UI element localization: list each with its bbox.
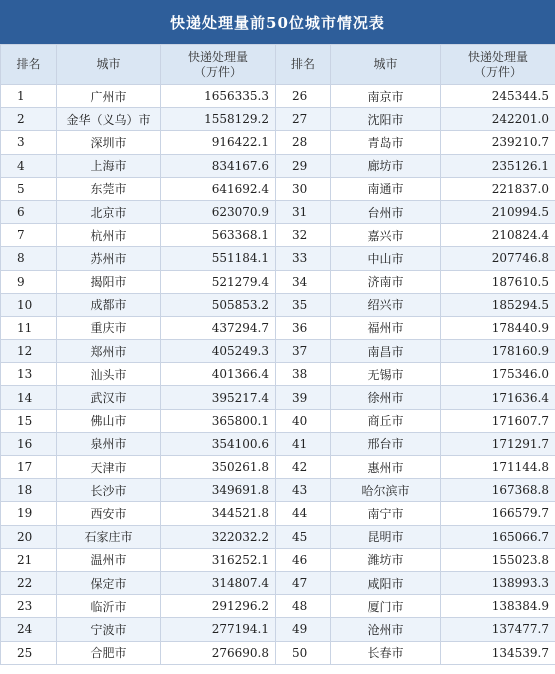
volume-cell: 401366.4 [161, 363, 276, 386]
rank-cell: 19 [1, 502, 57, 525]
city-cell: 南宁市 [331, 502, 441, 525]
rank-cell: 30 [276, 177, 331, 200]
city-cell: 绍兴市 [331, 293, 441, 316]
rank-cell: 10 [1, 293, 57, 316]
city-cell: 潍坊市 [331, 548, 441, 571]
header-volume-right-line2: （万件） [473, 64, 522, 79]
rank-cell: 28 [276, 131, 331, 154]
table-row [1, 200, 555, 223]
rank-cell: 45 [276, 525, 331, 548]
table-title: 快递处理量前50位城市情况表 [0, 0, 555, 44]
rank-cell: 9 [1, 270, 57, 293]
rank-cell: 42 [276, 456, 331, 479]
city-cell: 青岛市 [331, 131, 441, 154]
volume-cell: 239210.7 [441, 131, 555, 154]
rank-cell: 13 [1, 363, 57, 386]
table-row [1, 618, 555, 641]
rank-cell: 16 [1, 432, 57, 455]
header-volume-line2: （万件） [193, 64, 242, 79]
city-cell: 合肥市 [57, 641, 161, 664]
rank-cell: 43 [276, 479, 331, 502]
table-row [1, 409, 555, 432]
city-cell: 廊坊市 [331, 154, 441, 177]
rank-cell: 31 [276, 200, 331, 223]
rank-cell: 46 [276, 548, 331, 571]
volume-cell: 210994.5 [441, 200, 555, 223]
table-row [1, 502, 555, 525]
rank-cell: 6 [1, 200, 57, 223]
table-row [1, 177, 555, 200]
rank-cell: 18 [1, 479, 57, 502]
rank-cell: 38 [276, 363, 331, 386]
table-row [1, 386, 555, 409]
table-row [1, 85, 555, 108]
table-row [1, 224, 555, 247]
rank-cell: 4 [1, 154, 57, 177]
volume-cell: 171144.8 [441, 456, 555, 479]
volume-cell: 171291.7 [441, 432, 555, 455]
rank-cell: 33 [276, 247, 331, 270]
header-city-right: 城市 [331, 45, 441, 85]
table-row [1, 293, 555, 316]
city-cell: 苏州市 [57, 247, 161, 270]
volume-cell: 1558129.2 [161, 108, 276, 131]
volume-cell: 344521.8 [161, 502, 276, 525]
table-row [1, 270, 555, 293]
volume-cell: 171636.4 [441, 386, 555, 409]
volume-cell: 505853.2 [161, 293, 276, 316]
table-row [1, 340, 555, 363]
table-row [1, 247, 555, 270]
table-row [1, 641, 555, 664]
table-row [1, 432, 555, 455]
table-row [1, 316, 555, 339]
city-cell: 南京市 [331, 85, 441, 108]
volume-cell: 365800.1 [161, 409, 276, 432]
rank-cell: 41 [276, 432, 331, 455]
volume-cell: 395217.4 [161, 386, 276, 409]
volume-cell: 165066.7 [441, 525, 555, 548]
city-cell: 揭阳市 [57, 270, 161, 293]
rank-cell: 47 [276, 571, 331, 594]
volume-cell: 834167.6 [161, 154, 276, 177]
table-row [1, 571, 555, 594]
city-cell: 佛山市 [57, 409, 161, 432]
volume-cell: 221837.0 [441, 177, 555, 200]
volume-cell: 245344.5 [441, 85, 555, 108]
header-rank-right: 排名 [276, 45, 331, 85]
rank-cell: 27 [276, 108, 331, 131]
volume-cell: 134539.7 [441, 641, 555, 664]
volume-cell: 1656335.3 [161, 85, 276, 108]
table-row [1, 108, 555, 131]
table-row [1, 456, 555, 479]
volume-cell: 916422.1 [161, 131, 276, 154]
rank-cell: 5 [1, 177, 57, 200]
city-cell: 邢台市 [331, 432, 441, 455]
volume-cell: 276690.8 [161, 641, 276, 664]
volume-cell: 314807.4 [161, 571, 276, 594]
city-cell: 福州市 [331, 316, 441, 339]
header-volume-line1: 快递处理量 [187, 49, 248, 64]
city-cell: 长春市 [331, 641, 441, 664]
city-cell: 南昌市 [331, 340, 441, 363]
rank-cell: 50 [276, 641, 331, 664]
rank-cell: 21 [1, 548, 57, 571]
city-cell: 宁波市 [57, 618, 161, 641]
volume-cell: 437294.7 [161, 316, 276, 339]
rank-cell: 14 [1, 386, 57, 409]
rank-cell: 49 [276, 618, 331, 641]
volume-cell: 354100.6 [161, 432, 276, 455]
city-cell: 重庆市 [57, 316, 161, 339]
volume-cell: 166579.7 [441, 502, 555, 525]
header-volume-right-line1: 快递处理量 [467, 49, 528, 64]
city-cell: 深圳市 [57, 131, 161, 154]
rank-cell: 3 [1, 131, 57, 154]
city-cell: 嘉兴市 [331, 224, 441, 247]
city-cell: 上海市 [57, 154, 161, 177]
volume-cell: 350261.8 [161, 456, 276, 479]
city-cell: 东莞市 [57, 177, 161, 200]
volume-cell: 207746.8 [441, 247, 555, 270]
table-body [1, 85, 555, 665]
city-cell: 天津市 [57, 456, 161, 479]
rank-cell: 1 [1, 85, 57, 108]
rank-cell: 48 [276, 595, 331, 618]
volume-cell: 322032.2 [161, 525, 276, 548]
rank-cell: 26 [276, 85, 331, 108]
city-cell: 汕头市 [57, 363, 161, 386]
city-cell: 沈阳市 [331, 108, 441, 131]
city-cell: 哈尔滨市 [331, 479, 441, 502]
rank-cell: 34 [276, 270, 331, 293]
rank-cell: 12 [1, 340, 57, 363]
rank-cell: 23 [1, 595, 57, 618]
city-cell: 郑州市 [57, 340, 161, 363]
volume-cell: 563368.1 [161, 224, 276, 247]
city-cell: 西安市 [57, 502, 161, 525]
volume-cell: 316252.1 [161, 548, 276, 571]
city-cell: 中山市 [331, 247, 441, 270]
volume-cell: 178160.9 [441, 340, 555, 363]
volume-cell: 175346.0 [441, 363, 555, 386]
city-cell: 无锡市 [331, 363, 441, 386]
city-cell: 金华（义乌）市 [57, 108, 161, 131]
rank-cell: 29 [276, 154, 331, 177]
table-row [1, 363, 555, 386]
header-rank: 排名 [1, 45, 57, 85]
volume-cell: 155023.8 [441, 548, 555, 571]
rank-cell: 11 [1, 316, 57, 339]
city-cell: 成都市 [57, 293, 161, 316]
rank-cell: 40 [276, 409, 331, 432]
volume-cell: 641692.4 [161, 177, 276, 200]
rank-cell: 44 [276, 502, 331, 525]
city-cell: 石家庄市 [57, 525, 161, 548]
volume-cell: 167368.8 [441, 479, 555, 502]
rank-cell: 37 [276, 340, 331, 363]
rank-cell: 35 [276, 293, 331, 316]
header-city: 城市 [57, 45, 161, 85]
volume-cell: 137477.7 [441, 618, 555, 641]
city-cell: 沧州市 [331, 618, 441, 641]
volume-cell: 521279.4 [161, 270, 276, 293]
rank-cell: 15 [1, 409, 57, 432]
city-cell: 咸阳市 [331, 571, 441, 594]
table-row [1, 154, 555, 177]
volume-cell: 178440.9 [441, 316, 555, 339]
rank-cell: 8 [1, 247, 57, 270]
table-row [1, 479, 555, 502]
header-volume [161, 45, 276, 85]
city-cell: 惠州市 [331, 456, 441, 479]
rank-cell: 36 [276, 316, 331, 339]
city-cell: 台州市 [331, 200, 441, 223]
city-cell: 北京市 [57, 200, 161, 223]
rank-cell: 22 [1, 571, 57, 594]
rank-cell: 2 [1, 108, 57, 131]
volume-cell: 185294.5 [441, 293, 555, 316]
city-cell: 济南市 [331, 270, 441, 293]
volume-cell: 235126.1 [441, 154, 555, 177]
volume-cell: 138384.9 [441, 595, 555, 618]
rank-cell: 7 [1, 224, 57, 247]
table-row [1, 131, 555, 154]
header-volume-right [441, 45, 555, 85]
city-cell: 临沂市 [57, 595, 161, 618]
volume-cell: 171607.7 [441, 409, 555, 432]
rank-cell: 24 [1, 618, 57, 641]
table-header-row [1, 45, 555, 85]
city-ranking-table [0, 44, 555, 665]
volume-cell: 291296.2 [161, 595, 276, 618]
city-cell: 昆明市 [331, 525, 441, 548]
volume-cell: 349691.8 [161, 479, 276, 502]
city-cell: 保定市 [57, 571, 161, 594]
table-row [1, 525, 555, 548]
volume-cell: 210824.4 [441, 224, 555, 247]
volume-cell: 138993.3 [441, 571, 555, 594]
volume-cell: 242201.0 [441, 108, 555, 131]
city-cell: 徐州市 [331, 386, 441, 409]
rank-cell: 32 [276, 224, 331, 247]
rank-cell: 17 [1, 456, 57, 479]
table-row [1, 595, 555, 618]
city-cell: 长沙市 [57, 479, 161, 502]
volume-cell: 277194.1 [161, 618, 276, 641]
city-cell: 杭州市 [57, 224, 161, 247]
city-cell: 广州市 [57, 85, 161, 108]
rank-cell: 25 [1, 641, 57, 664]
volume-cell: 187610.5 [441, 270, 555, 293]
city-cell: 商丘市 [331, 409, 441, 432]
rank-cell: 20 [1, 525, 57, 548]
volume-cell: 623070.9 [161, 200, 276, 223]
table-row [1, 548, 555, 571]
city-cell: 南通市 [331, 177, 441, 200]
volume-cell: 405249.3 [161, 340, 276, 363]
city-cell: 武汉市 [57, 386, 161, 409]
city-cell: 厦门市 [331, 595, 441, 618]
volume-cell: 551184.1 [161, 247, 276, 270]
city-cell: 泉州市 [57, 432, 161, 455]
city-cell: 温州市 [57, 548, 161, 571]
rank-cell: 39 [276, 386, 331, 409]
